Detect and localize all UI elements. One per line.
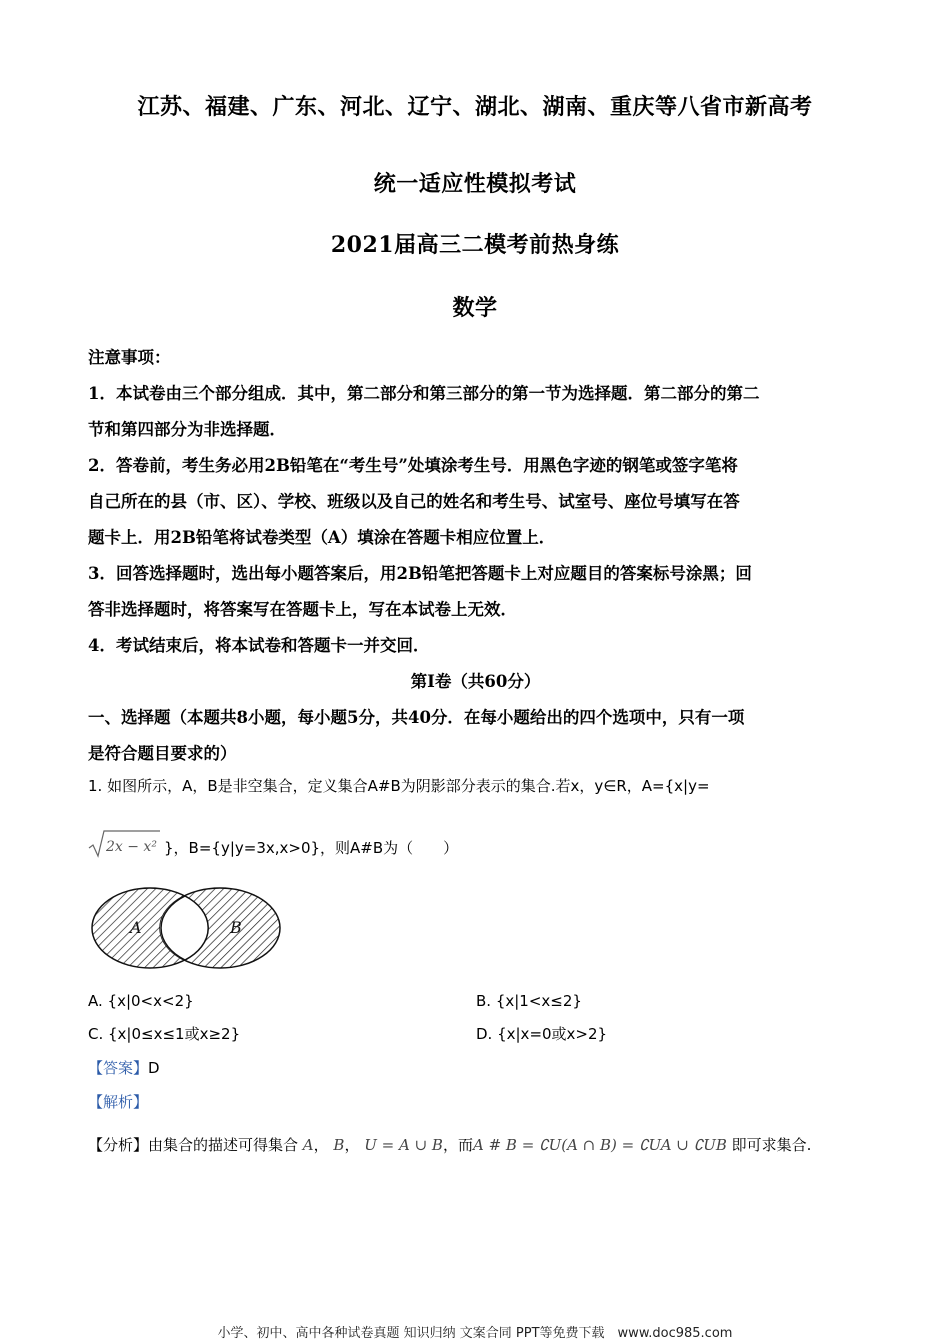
notice-item3-line1: 3．回答选择题时，选出每小题答案后，用2B铅笔把答题卡上对应题目的答案标号涂黑；回 — [88, 564, 752, 583]
venn-label-a: A — [130, 918, 142, 937]
notice-item3-line2: 答非选择题时，将答案写在答题卡上，写在本试卷上无效． — [88, 600, 517, 619]
answer-tag: 【答案】 — [88, 1059, 149, 1077]
venn-diagram — [90, 886, 284, 976]
notice-item2-line2: 自己所在的县（市、区）、学校、班级以及自己的姓名和考生号、试室号、座位号填写在答 — [88, 492, 740, 511]
exam-title-line3: 2021届高三二模考前热身练 — [330, 232, 620, 258]
option-d[interactable]: D. {x|x=0或x>2} — [476, 1025, 608, 1043]
part1-heading-line2: 是符合题目要求的） — [88, 744, 237, 763]
analysis-union: U = A ∪ B — [364, 1136, 443, 1154]
volume-heading: 第Ⅰ卷（共60分） — [410, 672, 541, 691]
notice-item2-line3: 题卡上．用2B铅笔将试卷类型（A）填涂在答题卡相应位置上． — [88, 528, 556, 547]
notice-heading: 注意事项： — [88, 348, 171, 367]
analysis-set-a: A — [302, 1136, 314, 1154]
sqrt-expression — [88, 828, 162, 864]
notice-item1-line1: 1．本试卷由三个部分组成．其中，第二部分和第三部分的第一节为选择题．第二部分的第二 — [88, 384, 760, 403]
analysis-end: 即可求集合. — [731, 1136, 812, 1154]
analysis-line: 【分析】由集合的描述可得集合 A， B， U = A ∪ B，而A # B = ∁U(A ∩ B) = ∁UA ∪ ∁UB 即可求集合. — [88, 1136, 812, 1154]
exam-title-line2: 统一适应性模拟考试 — [373, 171, 577, 197]
question1-stem-line2: }，B={y|y=3x,x>0}，则A#B为（ ） — [164, 839, 459, 857]
analysis-tag-line — [88, 1090, 148, 1114]
analysis-set-b: B — [333, 1136, 345, 1154]
analysis-tag: 【解析】 — [88, 1093, 149, 1111]
question1-stem-line1: 1. 如图所示，A，B是非空集合，定义集合A#B为阴影部分表示的集合.若x，y∈R，A={x|y= — [88, 777, 710, 795]
notice-item1-line2: 节和第四部分为非选择题． — [88, 420, 286, 439]
sqrt-radicand: 2x − x² — [106, 839, 157, 855]
analysis-text: 【分析】由集合的描述可得集合 — [88, 1136, 299, 1154]
notice-block — [88, 340, 868, 664]
answer-line — [88, 1056, 160, 1080]
part1-heading-line1: 一、选择题（本题共8小题，每小题5分，共40分．在每小题给出的四个选项中，只有一项 — [88, 708, 745, 727]
part1-heading — [88, 700, 868, 772]
option-c[interactable]: C. {x|0≤x≤1或x≥2} — [88, 1025, 241, 1043]
notice-item4: 4．考试结束后，将本试卷和答题卡一并交回． — [88, 636, 430, 655]
notice-item2-line1: 2．答卷前，考生务必用2B铅笔在“考生号”处填涂考生号．用黑色字迹的钢笔或签字笔将 — [88, 456, 738, 475]
option-a[interactable]: A. {x|0<x<2} — [88, 992, 194, 1010]
venn-label-b: B — [230, 918, 242, 937]
analysis-comma: ，而 — [442, 1136, 473, 1154]
sqrt-sign-icon — [88, 828, 162, 860]
subject-title: 数学 — [452, 295, 498, 321]
footer-watermark[interactable]: 小学、初中、高中各种试卷真题 知识归纳 文案合同 PPT等免费下载 www.doc985.com — [217, 1326, 733, 1341]
exam-title-line1: 江苏、福建、广东、河北、辽宁、湖北、湖南、重庆等八省市新高考 — [137, 94, 813, 120]
option-b[interactable]: B. {x|1<x≤2} — [476, 992, 582, 1010]
answer-value: D — [148, 1059, 160, 1077]
analysis-formula: A # B = ∁U(A ∩ B) = ∁UA ∪ ∁UB — [472, 1136, 727, 1154]
